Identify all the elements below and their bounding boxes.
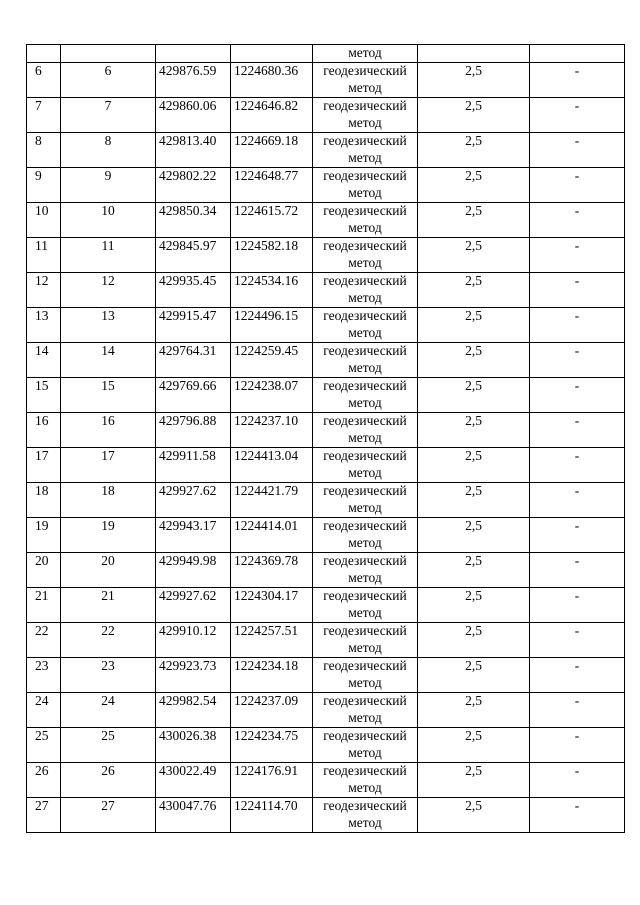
cell-index: 7 xyxy=(27,98,61,133)
cell-point-number: 6 xyxy=(61,63,156,98)
cell-note: - xyxy=(530,63,625,98)
cell-note: - xyxy=(530,623,625,658)
cell-accuracy: 2,5 xyxy=(418,203,530,238)
cell-point-number: 17 xyxy=(61,448,156,483)
cell-method xyxy=(313,203,418,238)
cell-method xyxy=(313,588,418,623)
method-line-2: метод xyxy=(348,289,382,305)
cell-x-coordinate: 429915.47 xyxy=(156,308,231,343)
method-line-2: метод xyxy=(348,814,382,830)
cell-point-number: 12 xyxy=(61,273,156,308)
table-row xyxy=(27,203,625,238)
cell-note: - xyxy=(530,763,625,798)
cell-method xyxy=(313,273,418,308)
cell-note: - xyxy=(530,413,625,448)
cell-method xyxy=(313,238,418,273)
method-line-1: геодезический xyxy=(323,133,407,148)
cell-method xyxy=(313,448,418,483)
cell-index: 10 xyxy=(27,203,61,238)
cell-y-coordinate: 1224259.45 xyxy=(231,343,313,378)
cell-y-coordinate: 1224582.18 xyxy=(231,238,313,273)
method-line-1: геодезический xyxy=(323,763,407,778)
cell-x-coordinate: 429850.34 xyxy=(156,203,231,238)
cell-accuracy: 2,5 xyxy=(418,693,530,728)
cell-point-number: 25 xyxy=(61,728,156,763)
table-row xyxy=(27,343,625,378)
continuation-row xyxy=(27,45,625,63)
table-row xyxy=(27,133,625,168)
table-row xyxy=(27,763,625,798)
table-row xyxy=(27,553,625,588)
cell-note: - xyxy=(530,553,625,588)
cell-note: - xyxy=(530,133,625,168)
cell-point-number: 16 xyxy=(61,413,156,448)
cell-note: - xyxy=(530,203,625,238)
cell-index: 9 xyxy=(27,168,61,203)
cell-y-coordinate: 1224238.07 xyxy=(231,378,313,413)
cell-index: 19 xyxy=(27,518,61,553)
cell-index: 27 xyxy=(27,798,61,833)
cell-index: 24 xyxy=(27,693,61,728)
cell-accuracy: 2,5 xyxy=(418,168,530,203)
cell-point-number: 24 xyxy=(61,693,156,728)
table-row xyxy=(27,798,625,833)
cell-empty xyxy=(530,45,625,63)
cell-x-coordinate: 429927.62 xyxy=(156,483,231,518)
cell-index: 11 xyxy=(27,238,61,273)
cell-method xyxy=(313,343,418,378)
method-line-2: метод xyxy=(348,394,382,410)
method-line-2: метод xyxy=(348,499,382,515)
method-line-1: геодезический xyxy=(323,623,407,638)
cell-y-coordinate: 1224369.78 xyxy=(231,553,313,588)
cell-accuracy: 2,5 xyxy=(418,63,530,98)
cell-y-coordinate: 1224257.51 xyxy=(231,623,313,658)
cell-index: 17 xyxy=(27,448,61,483)
cell-x-coordinate: 429911.58 xyxy=(156,448,231,483)
cell-note: - xyxy=(530,483,625,518)
method-line-2: метод xyxy=(348,219,382,235)
cell-note: - xyxy=(530,378,625,413)
cell-method xyxy=(313,378,418,413)
cell-x-coordinate: 429910.12 xyxy=(156,623,231,658)
cell-y-coordinate: 1224413.04 xyxy=(231,448,313,483)
table-row xyxy=(27,658,625,693)
method-line-2: метод xyxy=(348,114,382,130)
method-line-2: метод xyxy=(348,674,382,690)
method-line-2: метод xyxy=(348,359,382,375)
cell-accuracy: 2,5 xyxy=(418,448,530,483)
cell-point-number: 19 xyxy=(61,518,156,553)
cell-point-number: 21 xyxy=(61,588,156,623)
cell-accuracy: 2,5 xyxy=(418,238,530,273)
table-row xyxy=(27,168,625,203)
method-line-1: геодезический xyxy=(323,378,407,393)
cell-note: - xyxy=(530,658,625,693)
cell-note: - xyxy=(530,168,625,203)
table-row xyxy=(27,98,625,133)
table-row xyxy=(27,518,625,553)
method-line-1: геодезический xyxy=(323,238,407,253)
method-line-1: геодезический xyxy=(323,308,407,323)
table-row xyxy=(27,63,625,98)
method-line-1: геодезический xyxy=(323,518,407,533)
cell-x-coordinate: 429860.06 xyxy=(156,98,231,133)
cell-note: - xyxy=(530,98,625,133)
cell-x-coordinate: 429927.62 xyxy=(156,588,231,623)
method-line-2: метод xyxy=(348,149,382,165)
method-line-1: геодезический xyxy=(323,658,407,673)
method-line-1: геодезический xyxy=(323,413,407,428)
cell-note: - xyxy=(530,448,625,483)
cell-point-number: 8 xyxy=(61,133,156,168)
cell-accuracy: 2,5 xyxy=(418,483,530,518)
method-line-2: метод xyxy=(348,604,382,620)
table-row xyxy=(27,448,625,483)
cell-note: - xyxy=(530,343,625,378)
method-line-2: метод xyxy=(348,79,382,95)
cell-point-number: 18 xyxy=(61,483,156,518)
method-line-1: геодезический xyxy=(323,63,407,78)
cell-x-coordinate: 429982.54 xyxy=(156,693,231,728)
cell-accuracy: 2,5 xyxy=(418,133,530,168)
cell-x-coordinate: 430022.49 xyxy=(156,763,231,798)
cell-y-coordinate: 1224534.16 xyxy=(231,273,313,308)
cell-note: - xyxy=(530,798,625,833)
cell-index: 13 xyxy=(27,308,61,343)
cell-accuracy: 2,5 xyxy=(418,343,530,378)
method-line-2: метод xyxy=(348,254,382,270)
method-line-2: метод xyxy=(348,324,382,340)
cell-point-number: 10 xyxy=(61,203,156,238)
method-line-1: геодезический xyxy=(323,693,407,708)
cell-y-coordinate: 1224237.09 xyxy=(231,693,313,728)
cell-method xyxy=(313,168,418,203)
cell-empty xyxy=(61,45,156,63)
cell-point-number: 23 xyxy=(61,658,156,693)
cell-note: - xyxy=(530,588,625,623)
cell-x-coordinate: 429769.66 xyxy=(156,378,231,413)
method-line-2: метод xyxy=(348,779,382,795)
cell-point-number: 15 xyxy=(61,378,156,413)
cell-accuracy: 2,5 xyxy=(418,588,530,623)
cell-y-coordinate: 1224414.01 xyxy=(231,518,313,553)
table-row xyxy=(27,238,625,273)
cell-y-coordinate: 1224421.79 xyxy=(231,483,313,518)
cell-accuracy: 2,5 xyxy=(418,658,530,693)
method-line-2: метод xyxy=(348,534,382,550)
cell-method xyxy=(313,308,418,343)
cell-method xyxy=(313,763,418,798)
cell-x-coordinate: 429949.98 xyxy=(156,553,231,588)
cell-accuracy: 2,5 xyxy=(418,798,530,833)
cell-accuracy: 2,5 xyxy=(418,518,530,553)
cell-y-coordinate: 1224176.91 xyxy=(231,763,313,798)
table-row xyxy=(27,588,625,623)
cell-method xyxy=(313,413,418,448)
method-line-2: метод xyxy=(348,639,382,655)
cell-index: 16 xyxy=(27,413,61,448)
cell-index: 8 xyxy=(27,133,61,168)
cell-point-number: 26 xyxy=(61,763,156,798)
cell-empty xyxy=(418,45,530,63)
method-line-1: геодезический xyxy=(323,588,407,603)
cell-method xyxy=(313,553,418,588)
coordinates-table xyxy=(26,44,625,833)
cell-y-coordinate: 1224114.70 xyxy=(231,798,313,833)
table-row xyxy=(27,623,625,658)
cell-accuracy: 2,5 xyxy=(418,553,530,588)
cell-method xyxy=(313,483,418,518)
cell-accuracy: 2,5 xyxy=(418,728,530,763)
table-row xyxy=(27,693,625,728)
cell-method xyxy=(313,133,418,168)
cell-index: 20 xyxy=(27,553,61,588)
method-line-1: геодезический xyxy=(323,168,407,183)
cell-method xyxy=(313,98,418,133)
cell-index: 25 xyxy=(27,728,61,763)
cell-empty xyxy=(156,45,231,63)
cell-x-coordinate: 430047.76 xyxy=(156,798,231,833)
cell-note: - xyxy=(530,273,625,308)
cell-method xyxy=(313,63,418,98)
cell-point-number: 13 xyxy=(61,308,156,343)
cell-index: 21 xyxy=(27,588,61,623)
table-row xyxy=(27,413,625,448)
table-row xyxy=(27,378,625,413)
cell-method xyxy=(313,693,418,728)
cell-accuracy: 2,5 xyxy=(418,378,530,413)
cell-point-number: 22 xyxy=(61,623,156,658)
cell-y-coordinate: 1224237.10 xyxy=(231,413,313,448)
method-line-1: геодезический xyxy=(323,483,407,498)
cell-x-coordinate: 429845.97 xyxy=(156,238,231,273)
cell-note: - xyxy=(530,728,625,763)
cell-index: 18 xyxy=(27,483,61,518)
method-line-2: метод xyxy=(348,464,382,480)
method-line-2: метод xyxy=(348,184,382,200)
cell-accuracy: 2,5 xyxy=(418,623,530,658)
cell-x-coordinate: 429802.22 xyxy=(156,168,231,203)
cell-x-coordinate: 429796.88 xyxy=(156,413,231,448)
method-line-2: метод xyxy=(348,744,382,760)
method-line-1: геодезический xyxy=(323,343,407,358)
cell-x-coordinate: 429935.45 xyxy=(156,273,231,308)
method-line-1: геодезический xyxy=(323,728,407,743)
cell-index: 14 xyxy=(27,343,61,378)
cell-x-coordinate: 429813.40 xyxy=(156,133,231,168)
cell-y-coordinate: 1224669.18 xyxy=(231,133,313,168)
table-row xyxy=(27,728,625,763)
cell-accuracy: 2,5 xyxy=(418,763,530,798)
cell-y-coordinate: 1224646.82 xyxy=(231,98,313,133)
cell-note: - xyxy=(530,518,625,553)
cell-index: 6 xyxy=(27,63,61,98)
cell-x-coordinate: 429876.59 xyxy=(156,63,231,98)
cell-empty xyxy=(27,45,61,63)
method-line-1: геодезический xyxy=(323,448,407,463)
cell-point-number: 14 xyxy=(61,343,156,378)
cell-y-coordinate: 1224304.17 xyxy=(231,588,313,623)
cell-y-coordinate: 1224648.77 xyxy=(231,168,313,203)
method-line-2: метод xyxy=(348,429,382,445)
method-line-1: геодезический xyxy=(323,798,407,813)
method-line-1: геодезический xyxy=(323,98,407,113)
cell-y-coordinate: 1224496.15 xyxy=(231,308,313,343)
cell-accuracy: 2,5 xyxy=(418,98,530,133)
cell-note: - xyxy=(530,308,625,343)
method-line-1: геодезический xyxy=(323,273,407,288)
cell-point-number: 20 xyxy=(61,553,156,588)
cell-index: 15 xyxy=(27,378,61,413)
cell-method-tail: метод xyxy=(313,45,418,63)
cell-accuracy: 2,5 xyxy=(418,273,530,308)
cell-y-coordinate: 1224680.36 xyxy=(231,63,313,98)
table-row xyxy=(27,273,625,308)
cell-method xyxy=(313,658,418,693)
cell-y-coordinate: 1224234.75 xyxy=(231,728,313,763)
cell-x-coordinate: 429943.17 xyxy=(156,518,231,553)
cell-point-number: 9 xyxy=(61,168,156,203)
cell-method xyxy=(313,518,418,553)
method-line-2: метод xyxy=(348,709,382,725)
cell-accuracy: 2,5 xyxy=(418,413,530,448)
cell-note: - xyxy=(530,693,625,728)
cell-x-coordinate: 429923.73 xyxy=(156,658,231,693)
method-line-1: геодезический xyxy=(323,553,407,568)
cell-method xyxy=(313,798,418,833)
table-row xyxy=(27,483,625,518)
cell-accuracy: 2,5 xyxy=(418,308,530,343)
table-row xyxy=(27,308,625,343)
cell-index: 26 xyxy=(27,763,61,798)
table-body xyxy=(27,45,625,833)
cell-point-number: 7 xyxy=(61,98,156,133)
cell-point-number: 11 xyxy=(61,238,156,273)
cell-method xyxy=(313,623,418,658)
cell-index: 22 xyxy=(27,623,61,658)
method-line-2: метод xyxy=(348,569,382,585)
cell-x-coordinate: 430026.38 xyxy=(156,728,231,763)
cell-index: 23 xyxy=(27,658,61,693)
cell-note: - xyxy=(530,238,625,273)
cell-y-coordinate: 1224615.72 xyxy=(231,203,313,238)
cell-y-coordinate: 1224234.18 xyxy=(231,658,313,693)
cell-empty xyxy=(231,45,313,63)
cell-x-coordinate: 429764.31 xyxy=(156,343,231,378)
cell-index: 12 xyxy=(27,273,61,308)
cell-point-number: 27 xyxy=(61,798,156,833)
method-line-1: геодезический xyxy=(323,203,407,218)
cell-method xyxy=(313,728,418,763)
